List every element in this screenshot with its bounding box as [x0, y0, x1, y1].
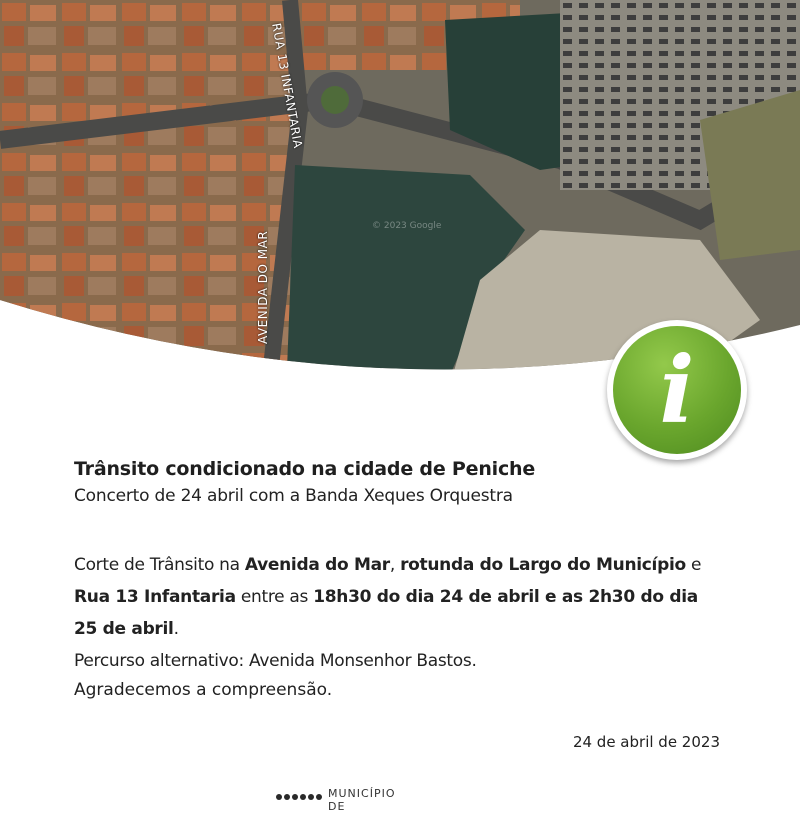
- notice-subtitle: Concerto de 24 abril com a Banda Xeques Orquestra: [74, 486, 513, 506]
- body-text: ,: [389, 555, 401, 575]
- notice-title: Trânsito condicionado na cidade de Peniche: [74, 458, 536, 480]
- alternative-route: Percurso alternativo: Avenida Monsenhor Bastos.: [74, 651, 477, 671]
- body-text: entre as: [235, 587, 314, 607]
- street-label-avenida-do-mar: AVENIDA DO MAR: [256, 230, 270, 344]
- body-text: Corte de Trânsito na: [74, 555, 245, 575]
- body-bold-schedule: 18h30 do dia 24 de abril e as 2h30 do dia 25 de abril: [74, 587, 698, 639]
- info-icon: [607, 320, 747, 460]
- notice-body: [74, 549, 724, 677]
- info-badge-circle: [613, 326, 741, 454]
- notice-thanks: Agradecemos a compreensão.: [74, 680, 333, 700]
- logo-dots-icon: [276, 794, 322, 800]
- info-letter: i: [659, 336, 695, 444]
- map-watermark: © 2023 Google: [372, 221, 442, 231]
- body-text: e: [685, 555, 702, 575]
- body-bold-rotunda: rotunda do Largo do Município: [400, 555, 686, 575]
- body-bold-rua: Rua 13 Infantaria: [74, 587, 236, 607]
- body-text: .: [173, 619, 179, 639]
- logo-text: MUNICÍPIO DE: [328, 787, 396, 813]
- body-bold-avenida: Avenida do Mar: [244, 555, 390, 575]
- street-label-rua-13-infantaria: RUA 13 INFANTARIA: [269, 22, 306, 150]
- notice-date: 24 de abril de 2023: [572, 733, 720, 751]
